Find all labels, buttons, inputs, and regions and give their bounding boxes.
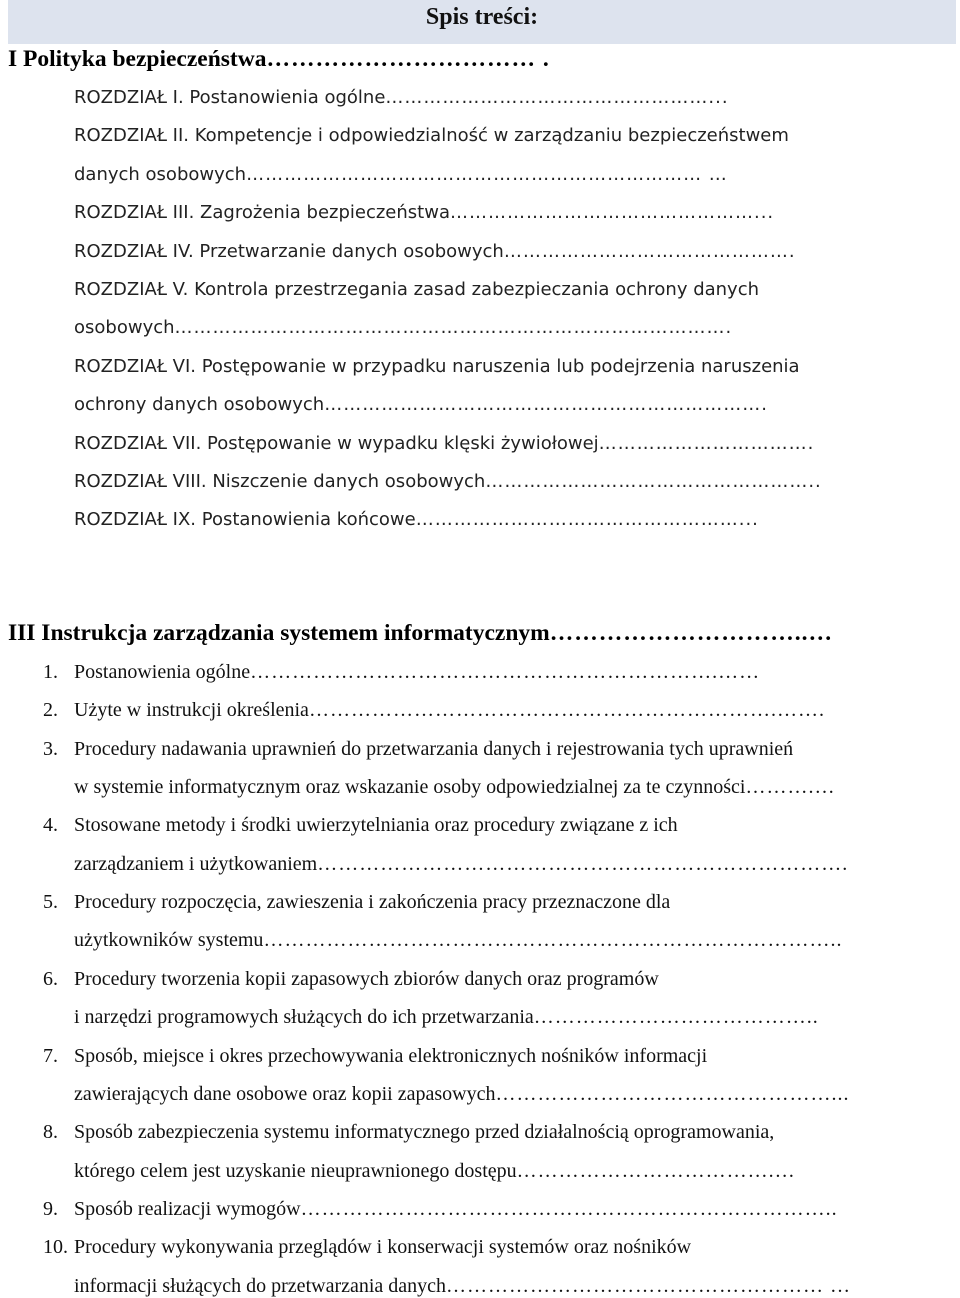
item-number: 7. xyxy=(43,1045,58,1067)
entry-text: Procedury tworzenia kopii zapasowych zbiorów danych oraz programów xyxy=(74,968,659,990)
toc-entry-item[interactable] xyxy=(74,929,842,952)
entry-text: zawierających dane osobowe oraz kopii zapasowych xyxy=(74,1083,496,1105)
entry-text: ROZDZIAŁ VI. Postępowanie w przypadku naruszenia lub podejrzenia naruszenia xyxy=(74,356,800,377)
leader-dots: …………………………………………... xyxy=(449,202,775,223)
entry-text: Procedury rozpoczęcia, zawieszenia i zakończenia pracy przeznaczone dla xyxy=(74,891,671,913)
entry-text: i narzędzi programowych służących do ich przetwarzania xyxy=(74,1006,534,1028)
toc-entry-chapter[interactable] xyxy=(74,356,800,377)
entry-text: Sposób, miejsce i okres przechowywania elektronicznych nośników informacji xyxy=(74,1045,708,1067)
toc-entry-item[interactable] xyxy=(74,1198,838,1221)
item-number: 1. xyxy=(43,661,58,683)
toc-entry-item[interactable] xyxy=(74,853,848,876)
entry-text: informacji służących do przetwarzania danych xyxy=(74,1275,447,1297)
entry-text: w systemie informatycznym oraz wskazanie osoby odpowiedzialnej za te czynności xyxy=(74,776,746,798)
toc-entry-item[interactable] xyxy=(74,1006,819,1029)
toc-entry-chapter[interactable] xyxy=(74,317,732,338)
entry-text: ROZDZIAŁ I. Postanowienia ogólne xyxy=(74,87,386,108)
leader-dots: ……………………………………………………………… … xyxy=(246,164,728,185)
entry-text: ROZDZIAŁ IX. Postanowienia końcowe xyxy=(74,509,416,530)
entry-text: Procedury wykonywania przeglądów i konserwacji systemów oraz nośników xyxy=(74,1236,692,1258)
entry-text: III Instrukcja zarządzania systemem informatycznym xyxy=(8,620,550,646)
entry-text: ROZDZIAŁ V. Kontrola przestrzegania zasad zabezpieczania ochrony danych xyxy=(74,279,760,300)
entry-text: użytkowników systemu xyxy=(74,929,264,951)
entry-text: ROZDZIAŁ II. Kompetencje i odpowiedzialność w zarządzaniu bezpieczeństwem xyxy=(74,125,789,146)
item-number: 6. xyxy=(43,968,58,990)
toc-entry-item[interactable] xyxy=(74,891,670,914)
entry-text: Procedury nadawania uprawnień do przetwarzania danych i rejestrowania tych uprawnień xyxy=(74,738,794,760)
toc-entry-item[interactable] xyxy=(74,1160,796,1183)
toc-entry-item[interactable] xyxy=(74,814,678,837)
leader-dots: ……………………………………………... xyxy=(385,87,729,108)
leader-dots: …………………………………………... xyxy=(495,1083,850,1105)
entry-text: ROZDZIAŁ III. Zagrożenia bezpieczeństwa xyxy=(74,202,450,223)
title-bar xyxy=(8,0,956,44)
leader-dots: ……………………………………………………………. xyxy=(324,394,768,415)
toc-entry-chapter[interactable] xyxy=(74,164,728,185)
toc-entry-chapter[interactable] xyxy=(74,87,729,108)
toc-entry-chapter[interactable] xyxy=(74,433,814,454)
entry-text: ROZDZIAŁ VII. Postępowanie w wypadku klęski żywiołowej xyxy=(74,433,599,454)
leader-dots: ……………………………….… xyxy=(516,1160,796,1182)
toc-entry-chapter[interactable] xyxy=(74,125,789,146)
entry-text: danych osobowych xyxy=(74,164,247,185)
leader-dots: ………………………………………. xyxy=(503,241,796,262)
toc-entry-item[interactable] xyxy=(74,968,659,991)
entry-text: osobowych xyxy=(74,317,175,338)
entry-text: Sposób zabezpieczenia systemu informatycznego przed działalnością oprogramowania, xyxy=(74,1121,775,1143)
entry-text: Stosowane metody i środki uwierzytelniania oraz procedury związane z ich xyxy=(74,814,678,836)
entry-text: ROZDZIAŁ IV. Przetwarzanie danych osobowych xyxy=(74,241,504,262)
item-number: 5. xyxy=(43,891,58,913)
toc-entry-item[interactable] xyxy=(74,1236,691,1259)
entry-text: ochrony danych osobowych xyxy=(74,394,325,415)
toc-entry-chapter[interactable] xyxy=(74,394,768,415)
leader-dots: …………………………… . xyxy=(266,46,550,72)
leader-dots: ……………………………………………………………………………. xyxy=(174,317,733,338)
leader-dots: ……………………………………………... xyxy=(415,509,759,530)
leader-dots: ……………………………………………… … xyxy=(446,1275,852,1297)
item-number: 8. xyxy=(43,1121,58,1143)
entry-text: zarządzaniem i użytkowaniem xyxy=(74,853,318,875)
toc-entry-item[interactable] xyxy=(74,738,793,761)
toc-entry-chapter[interactable] xyxy=(74,471,822,492)
leader-dots: ………………………………………………………….…… xyxy=(250,661,761,683)
toc-entry-chapter[interactable] xyxy=(74,241,796,262)
toc-entry-item[interactable] xyxy=(74,661,760,684)
entry-text: Postanowienia ogólne xyxy=(74,661,251,683)
section-heading-polityka[interactable] xyxy=(8,46,550,73)
leader-dots: ……………………………. xyxy=(598,433,815,454)
section-heading-instrukcja[interactable] xyxy=(8,620,833,647)
item-number: 3. xyxy=(43,738,58,760)
entry-text: Sposób realizacji wymogów xyxy=(74,1198,301,1220)
leader-dots: …………………………………………….. xyxy=(485,471,822,492)
toc-entry-item[interactable] xyxy=(74,699,825,722)
item-number: 10. xyxy=(43,1236,68,1258)
leader-dots: …………………………………………………………………. xyxy=(317,853,849,875)
toc-entry-item[interactable] xyxy=(74,1083,849,1106)
entry-text: ROZDZIAŁ VIII. Niszczenie danych osobowych xyxy=(74,471,486,492)
toc-entry-item[interactable] xyxy=(74,1121,774,1144)
item-number: 9. xyxy=(43,1198,58,1220)
toc-entry-chapter[interactable] xyxy=(74,509,759,530)
entry-text: którego celem jest uzyskanie nieuprawnionego dostępu xyxy=(74,1160,517,1182)
leader-dots: ………………………………….. xyxy=(533,1006,819,1028)
entry-text: Użyte w instrukcji określenia xyxy=(74,699,309,721)
entry-text: I Polityka bezpieczeństwa xyxy=(8,46,267,72)
toc-entry-chapter[interactable] xyxy=(74,202,774,223)
toc-entry-item[interactable] xyxy=(74,776,835,799)
page-title: Spis treści: xyxy=(425,4,539,30)
leader-dots: ……….… xyxy=(745,776,836,798)
leader-dots: ………………………………………………………………….. xyxy=(300,1198,838,1220)
toc-entry-chapter[interactable] xyxy=(74,279,759,300)
item-number: 4. xyxy=(43,814,58,836)
toc-entry-item[interactable] xyxy=(74,1275,851,1298)
toc-entry-item[interactable] xyxy=(74,1045,707,1068)
leader-dots: ………………………………………………………….……. xyxy=(308,699,825,721)
leader-dots: …………………………..… xyxy=(549,620,833,646)
leader-dots: ……………………………………………………………………….. xyxy=(263,929,843,951)
item-number: 2. xyxy=(43,699,58,721)
